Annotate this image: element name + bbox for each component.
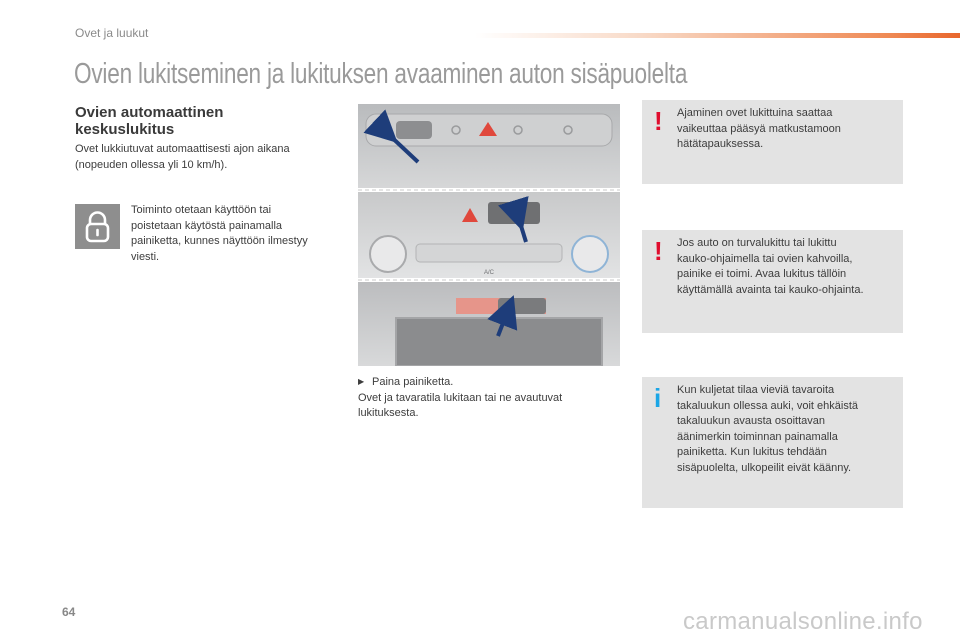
caption-step [358,374,620,391]
note-text [677,106,892,153]
watermark-link[interactable]: carmanualsonline.info [683,608,923,635]
caption-line: Ovet ja tavaratila lukitaan tai ne avautuvat [358,391,563,404]
note-line: kauko-ohjaimella tai ovien kahvoilla, [677,252,853,265]
page-number: 64 [62,605,76,619]
lock-icon [75,204,120,249]
ac-label: A/C [483,270,495,276]
toggle-line: viesti. [131,250,160,263]
note-line: takaluukun avausta osoittavan [677,415,825,427]
subtitle-line: keskuslukitus [75,121,175,138]
caption-line: Paina painiketta. [372,376,454,388]
intro-line: Ovet lukkiutuvat automaattisesti ajon aikana [75,143,290,155]
note-line: Ajaminen ovet lukittuina saattaa [677,107,833,119]
note-line: Jos auto on turvalukittu tai lukittu [677,237,837,249]
bullet-icon: ▶ [358,377,365,386]
caption-line: lukituksesta. [358,407,419,419]
lock-icon-box [75,204,120,249]
note-line: sisäpuolelta, ulkopeilit eivät käänny. [677,461,852,474]
note-line: käyttämällä avainta tai kauko-ohjainta. [677,283,864,296]
toggle-description [131,203,331,265]
intro-paragraph [75,142,325,173]
dashboard-photo [358,104,620,366]
page-title: Ovien lukitseminen ja lukituksen avaaminen auton sisäpuolelta [74,58,688,90]
toggle-line: painiketta, kunnes näyttöön ilmestyy [131,235,308,247]
note-text [677,236,892,298]
exclamation-icon: ! [654,236,663,266]
intro-line: (nopeuden ollessa yli 10 km/h). [75,158,228,171]
toggle-line: poistetaan käytöstä painamalla [131,219,283,232]
section-label: Ovet ja luukut [75,26,149,40]
note-line: hätätapauksessa. [677,138,764,150]
note-line: takaluukun ollessa auki, voit ehkäistä [677,399,858,412]
info-note [642,377,903,508]
caption [358,374,620,422]
exclamation-icon: ! [654,106,663,136]
note-line: Kun kuljetat tilaa vieviä tavaroita [677,384,835,396]
note-line: painiketta. Kun lukitus tehdään [677,446,827,458]
warning-note [642,100,903,184]
header-accent-bar [475,33,960,38]
note-text [677,383,892,476]
note-line: äänimerkin toiminnan painamalla [677,430,838,443]
subtitle-line: Ovien automaattinen [75,104,224,121]
console-illustration [358,104,620,366]
info-icon: i [654,383,662,413]
note-line: painike ei toimi. Avaa lukitus tällöin [677,268,847,280]
toggle-line: Toiminto otetaan käyttöön tai [131,204,272,216]
subtitle [75,104,295,138]
note-line: vaikeuttaa pääsyä matkustamoon [677,122,841,135]
warning-note [642,230,903,333]
